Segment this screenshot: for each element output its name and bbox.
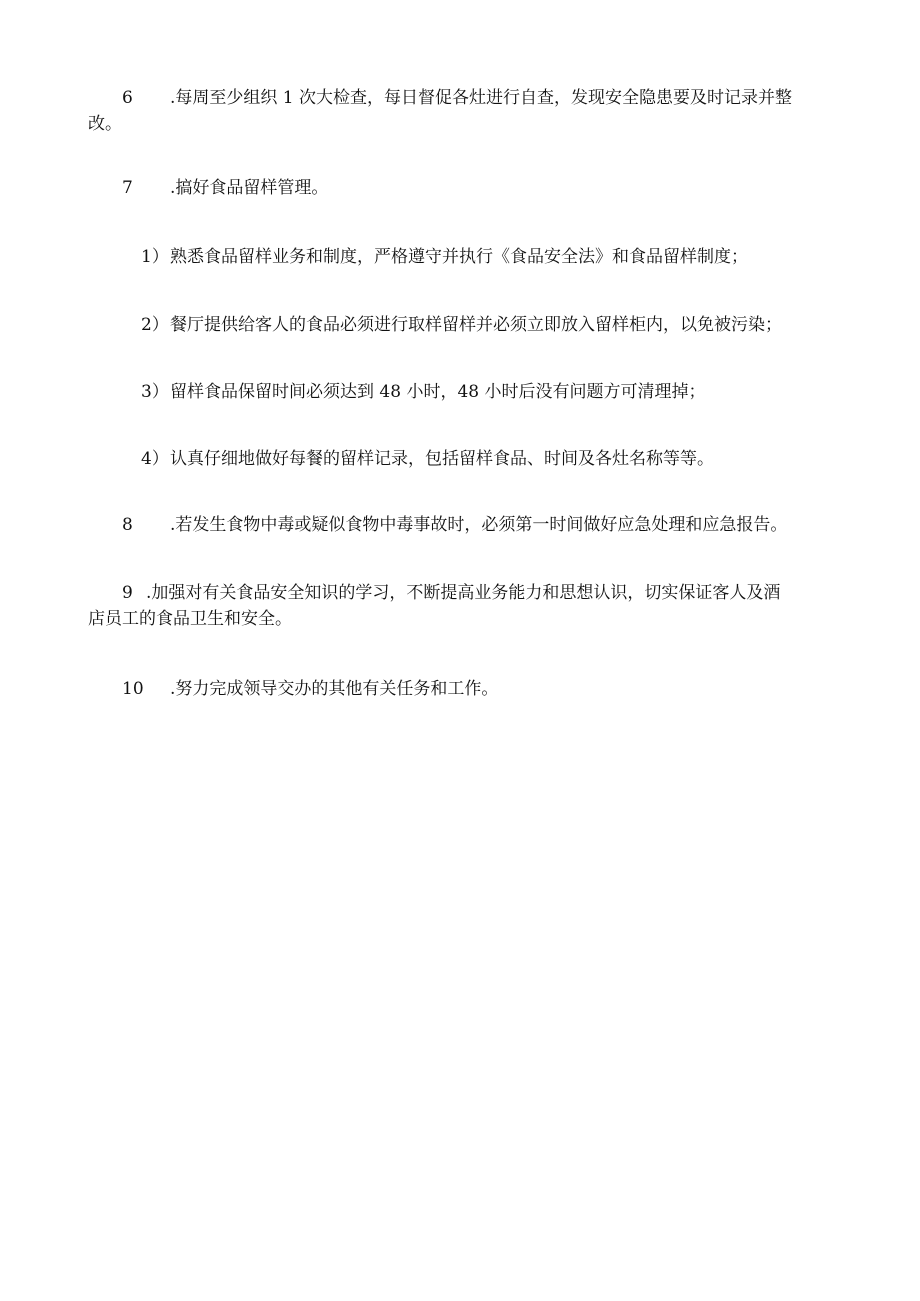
item-number: 10 bbox=[122, 679, 144, 699]
sub-item-text: 熟悉食品留样业务和制度，严格遵守并执行《食品安全法》和食品留样制度； bbox=[170, 247, 748, 267]
item-text-line: 店员工的食品卫生和安全。 bbox=[88, 609, 292, 629]
item-number: 6 bbox=[122, 88, 133, 108]
item-text-line: .若发生食物中毒或疑似食物中毒事故时，必须第一时间做好应急处理和应急报告。 bbox=[170, 515, 788, 535]
sub-item-number: 4） bbox=[141, 449, 169, 469]
item-text-line: .加强对有关食品安全知识的学习，不断提高业务能力和思想认识，切实保证客人及酒 bbox=[146, 583, 781, 603]
sub-item-text: 认真仔细地做好每餐的留样记录，包括留样食品、时间及各灶名称等等。 bbox=[170, 449, 714, 469]
item-text-line: .每周至少组织 1 次大检查，每日督促各灶进行自查，发现安全隐患要及时记录并整 bbox=[170, 88, 793, 108]
item-text-line: .搞好食品留样管理。 bbox=[170, 178, 329, 198]
item-number: 7 bbox=[122, 178, 133, 198]
item-number: 9 bbox=[122, 583, 133, 603]
sub-item-text: 留样食品保留时间必须达到 48 小时，48 小时后没有问题方可清理掉； bbox=[170, 382, 706, 402]
sub-item-number: 3） bbox=[141, 382, 169, 402]
item-text-line: .努力完成领导交办的其他有关任务和工作。 bbox=[170, 679, 499, 699]
item-text-line: 改。 bbox=[88, 114, 122, 134]
sub-item-number: 2） bbox=[141, 315, 169, 335]
sub-item-text: 餐厅提供给客人的食品必须进行取样留样并必须立即放入留样柜内，以免被污染； bbox=[170, 315, 782, 335]
sub-item-number: 1） bbox=[141, 247, 169, 267]
item-number: 8 bbox=[122, 515, 133, 535]
